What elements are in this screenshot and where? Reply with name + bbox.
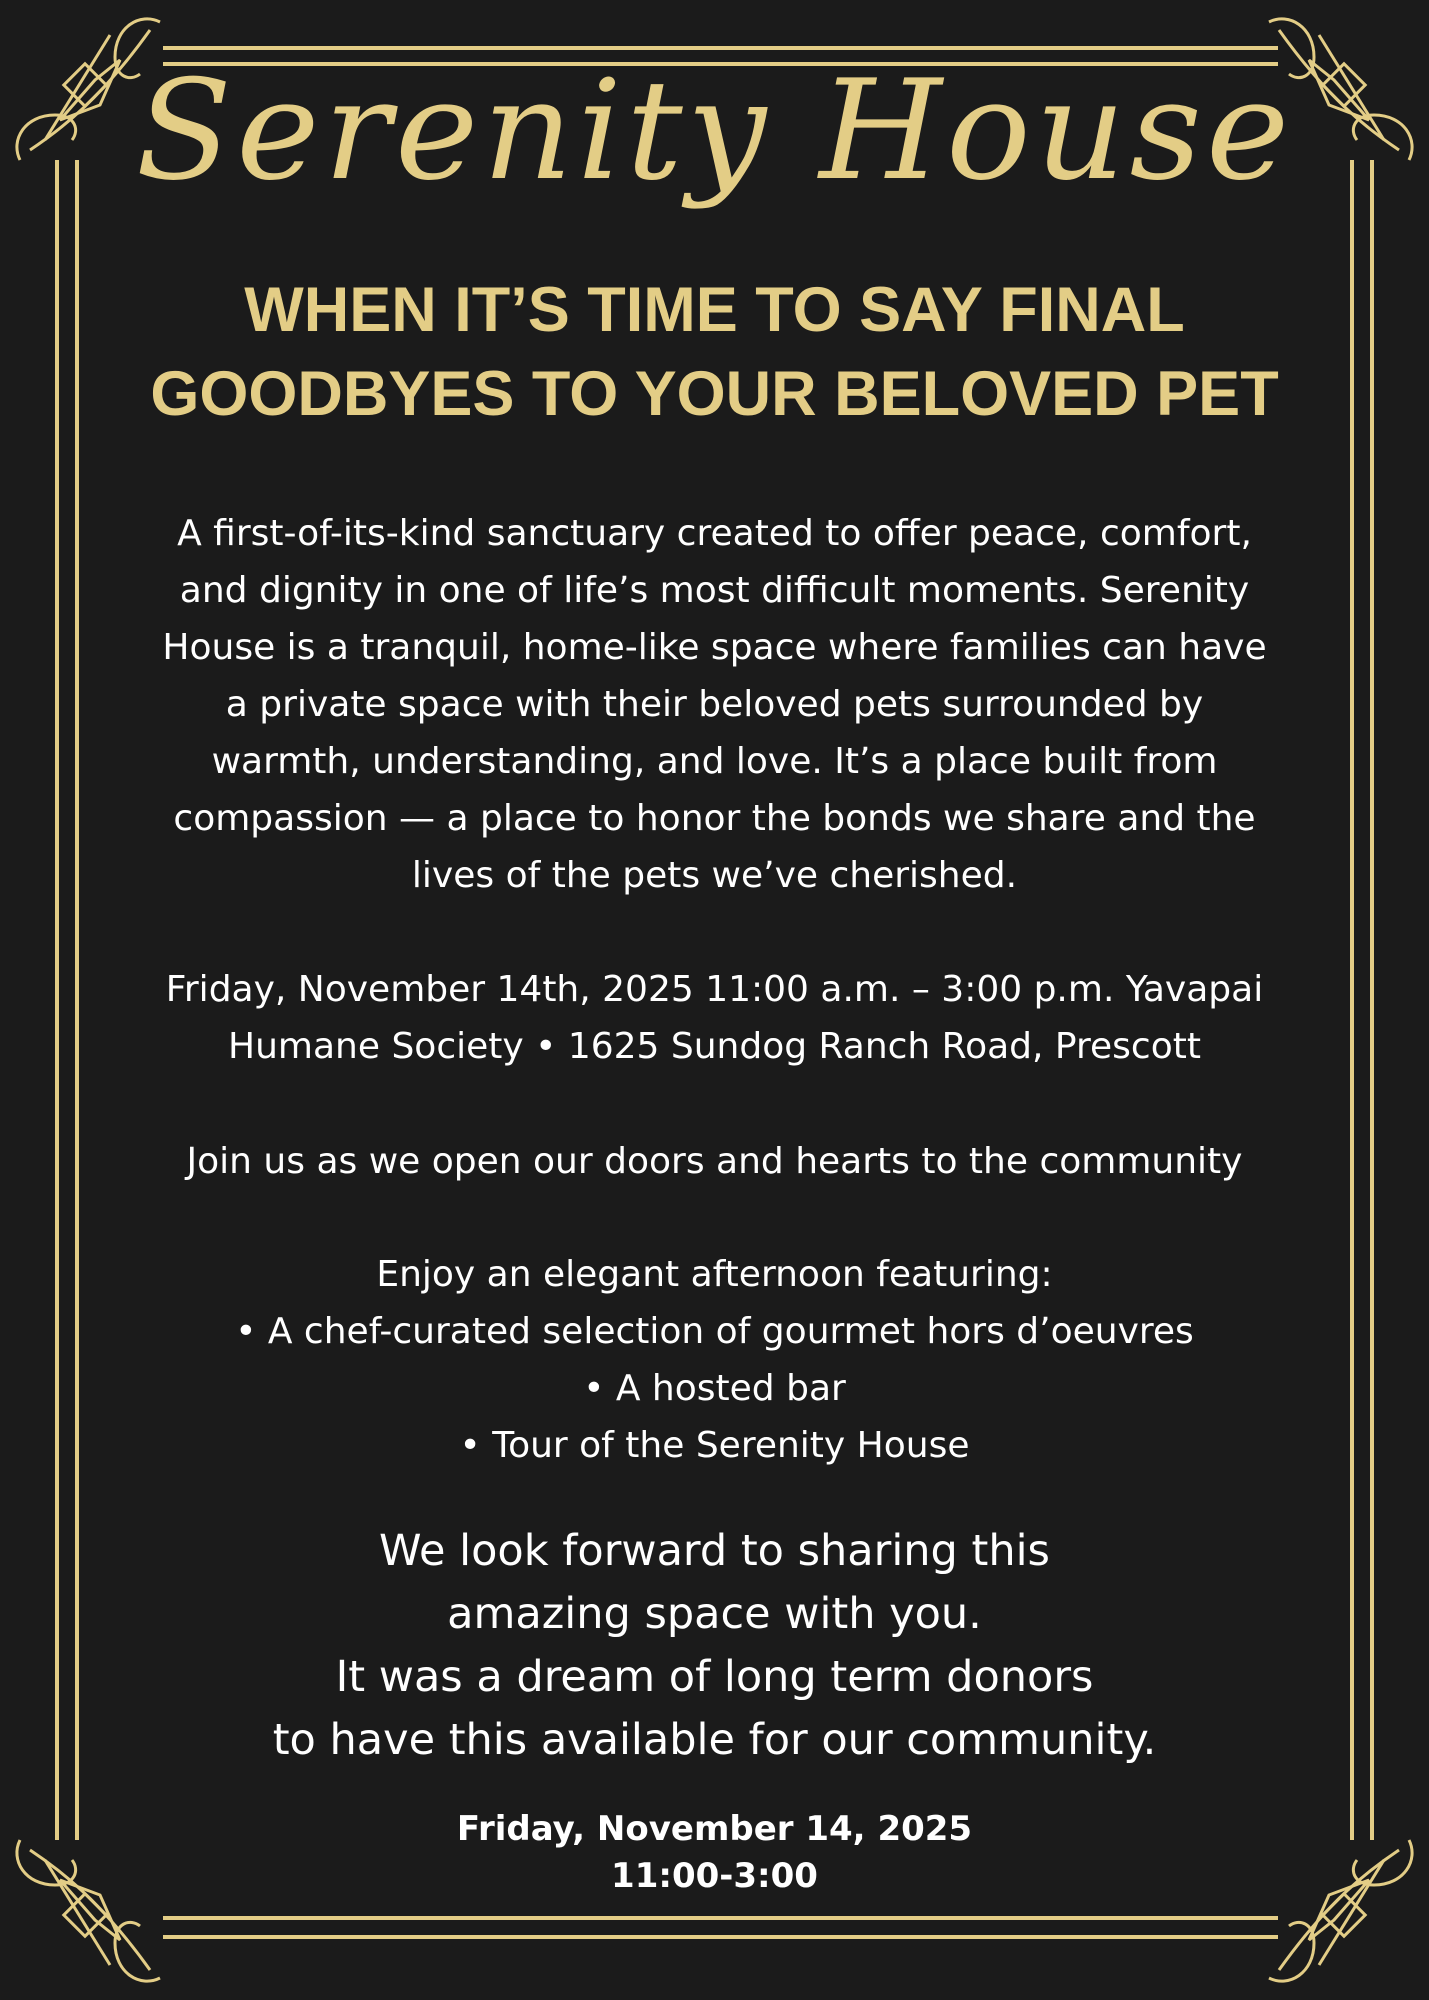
feature-item: • A hosted bar bbox=[583, 1368, 846, 1409]
features-list bbox=[95, 1246, 1334, 1474]
closing-line: to have this available for our community. bbox=[272, 1715, 1157, 1765]
event-line: Humane Society • 1625 Sundog Ranch Road, Prescott bbox=[228, 1026, 1201, 1067]
features-heading: Enjoy an elegant afternoon featuring: bbox=[376, 1254, 1053, 1295]
intro-paragraph bbox=[95, 505, 1334, 904]
intro-line: warmth, understanding, and love. It’s a place built from bbox=[211, 741, 1218, 782]
closing-line: We look forward to sharing this bbox=[379, 1526, 1050, 1576]
intro-line: a private space with their beloved pets surrounded by bbox=[225, 684, 1204, 725]
intro-line: compassion — a place to honor the bonds we share and the bbox=[173, 798, 1256, 839]
intro-line: lives of the pets we’ve cherished. bbox=[411, 855, 1018, 896]
closing-line: amazing space with you. bbox=[447, 1589, 982, 1639]
headline-line: GOODBYES TO YOUR BELOVED PET bbox=[150, 359, 1279, 429]
headline bbox=[95, 268, 1334, 436]
closing-message bbox=[95, 1520, 1334, 1772]
page-title: Serenity House bbox=[135, 50, 1294, 211]
footer-date bbox=[95, 1806, 1334, 1900]
intro-line: House is a tranquil, home-like space where families can have bbox=[162, 627, 1267, 668]
event-line: Friday, November 14th, 2025 11:00 a.m. – 3:00 p.m. Yavapai bbox=[165, 969, 1264, 1010]
footer-time-line: 11:00-3:00 bbox=[611, 1856, 818, 1896]
closing-line: It was a dream of long term donors bbox=[335, 1652, 1094, 1702]
feature-item: • Tour of the Serenity House bbox=[459, 1425, 970, 1466]
event-details bbox=[95, 961, 1334, 1075]
intro-line: and dignity in one of life’s most difficult moments. Serenity bbox=[179, 570, 1250, 611]
headline-line: WHEN IT’S TIME TO SAY FINAL bbox=[244, 275, 1185, 345]
feature-item: • A chef-curated selection of gourmet hors d’oeuvres bbox=[235, 1311, 1194, 1352]
footer-date-line: Friday, November 14, 2025 bbox=[456, 1809, 973, 1849]
intro-line: A first-of-its-kind sanctuary created to offer peace, comfort, bbox=[177, 513, 1252, 554]
join-invitation: Join us as we open our doors and hearts to the community bbox=[186, 1141, 1243, 1182]
